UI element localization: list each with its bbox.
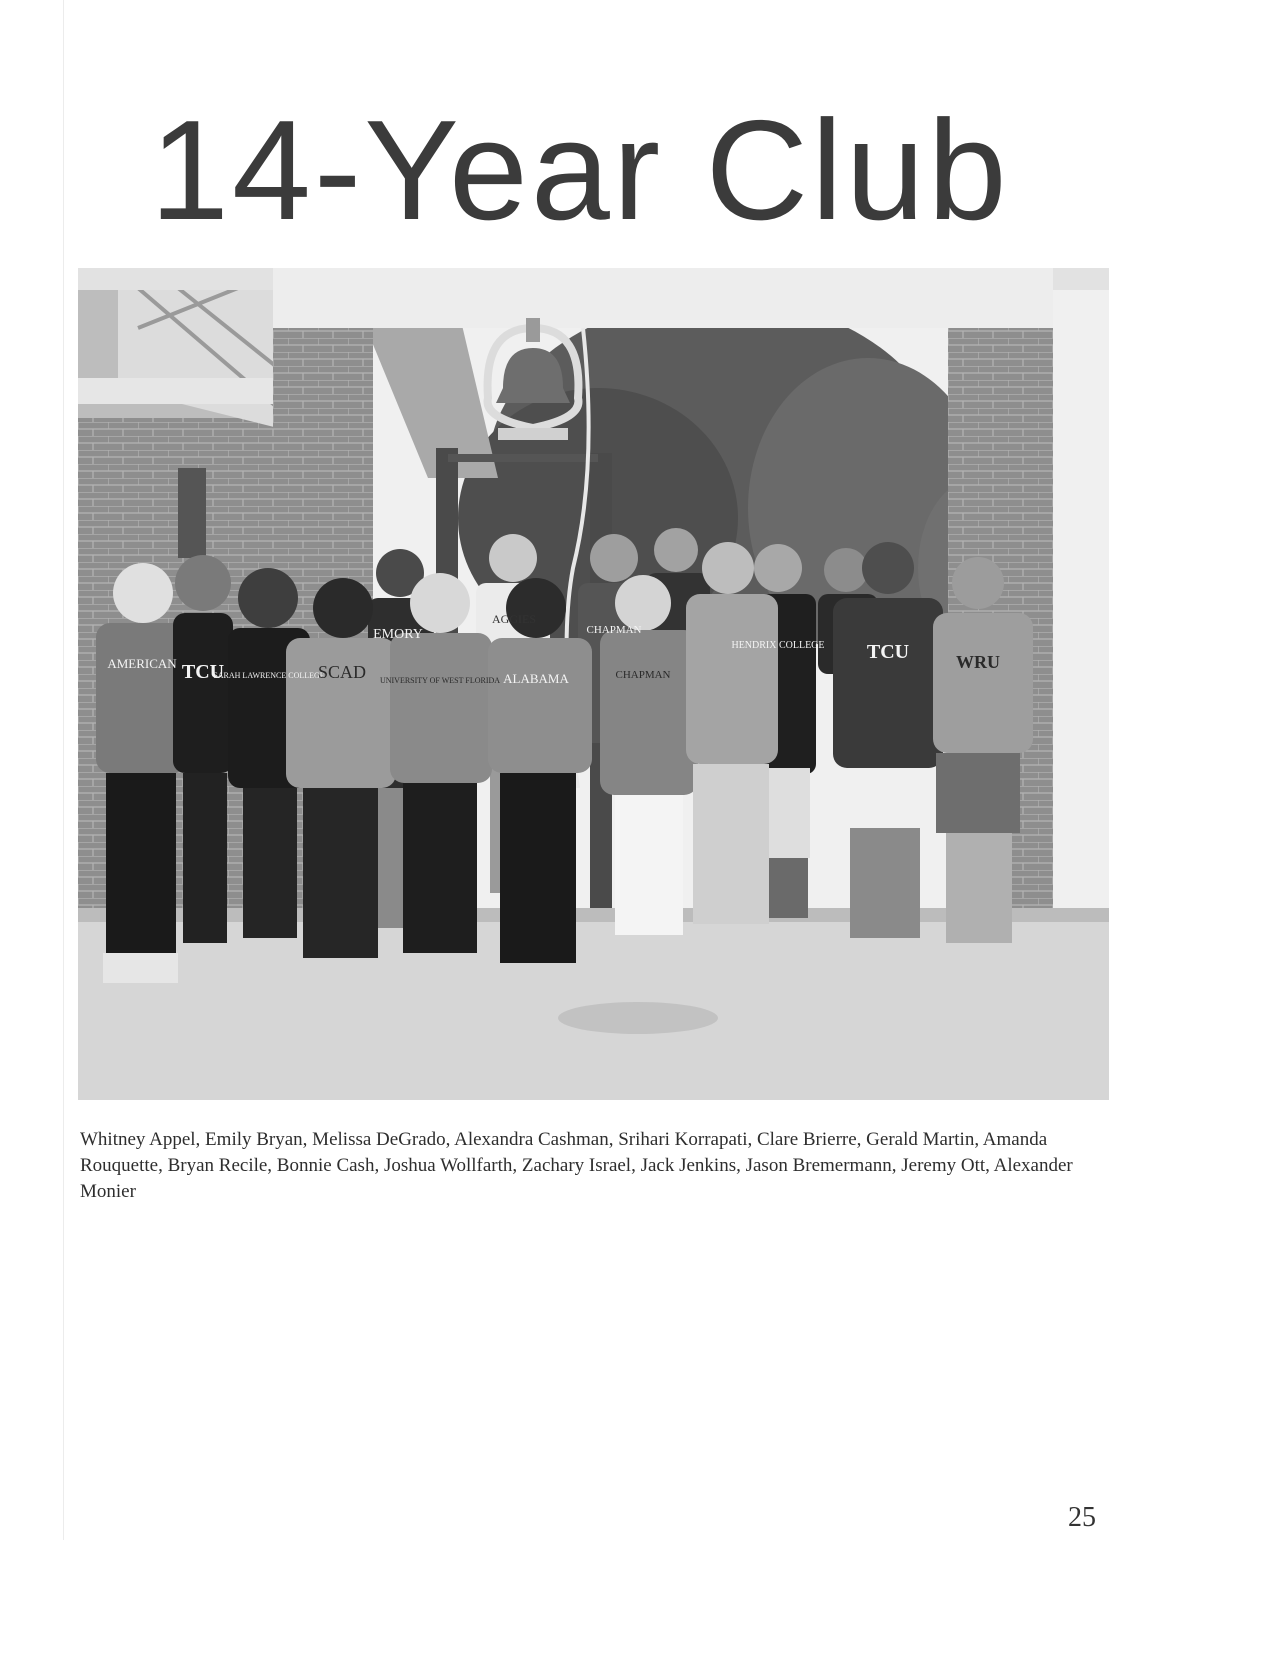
- shirt-text: WRU: [956, 652, 1000, 672]
- shirt-text: SCAD: [317, 662, 367, 682]
- shirt-text: AGGIES: [492, 612, 536, 626]
- wet-spot: [558, 1002, 718, 1034]
- bell-crossbar: [448, 454, 598, 462]
- page-edge: [63, 0, 64, 1540]
- page-number: 25: [1068, 1502, 1096, 1533]
- shirt-text: TCU: [181, 661, 225, 683]
- student-front-8: [686, 542, 778, 924]
- page-title: 14-Year Club: [150, 91, 1010, 250]
- shirt-text: SARAH LAWRENCE COLLEGE: [213, 671, 325, 680]
- shirt-text: CHAPMAN: [586, 624, 642, 636]
- photo-caption: Whitney Appel, Emily Bryan, Melissa DeGrado, Alexandra Cashman, Srihari Korrapati, Clare Brierre, Gerald Martin, Amanda Rouquette, Bryan Recile, Bonnie Cash, Joshua Wollfarth, Zachary Israel, Jack Jenkins, Jason Bremermann, Jeremy Ott, Alexander Monier: [80, 1129, 1073, 1202]
- shirt-text: ALABAMA: [503, 671, 569, 686]
- shirt-text: CHAPMAN: [615, 669, 671, 681]
- shirt-text: TCU: [866, 641, 910, 663]
- shirt-text: HENDRIX COLLEGE: [731, 640, 825, 651]
- shirt-text: AMERICAN: [107, 656, 177, 671]
- shirt-text: UNIVERSITY OF WEST FLORIDA: [379, 676, 501, 685]
- group-photo: [78, 268, 1109, 1100]
- shirt-text: EMORY: [373, 627, 423, 642]
- archway-beam: [273, 268, 1053, 328]
- group-photo-illustration: [78, 268, 1109, 1100]
